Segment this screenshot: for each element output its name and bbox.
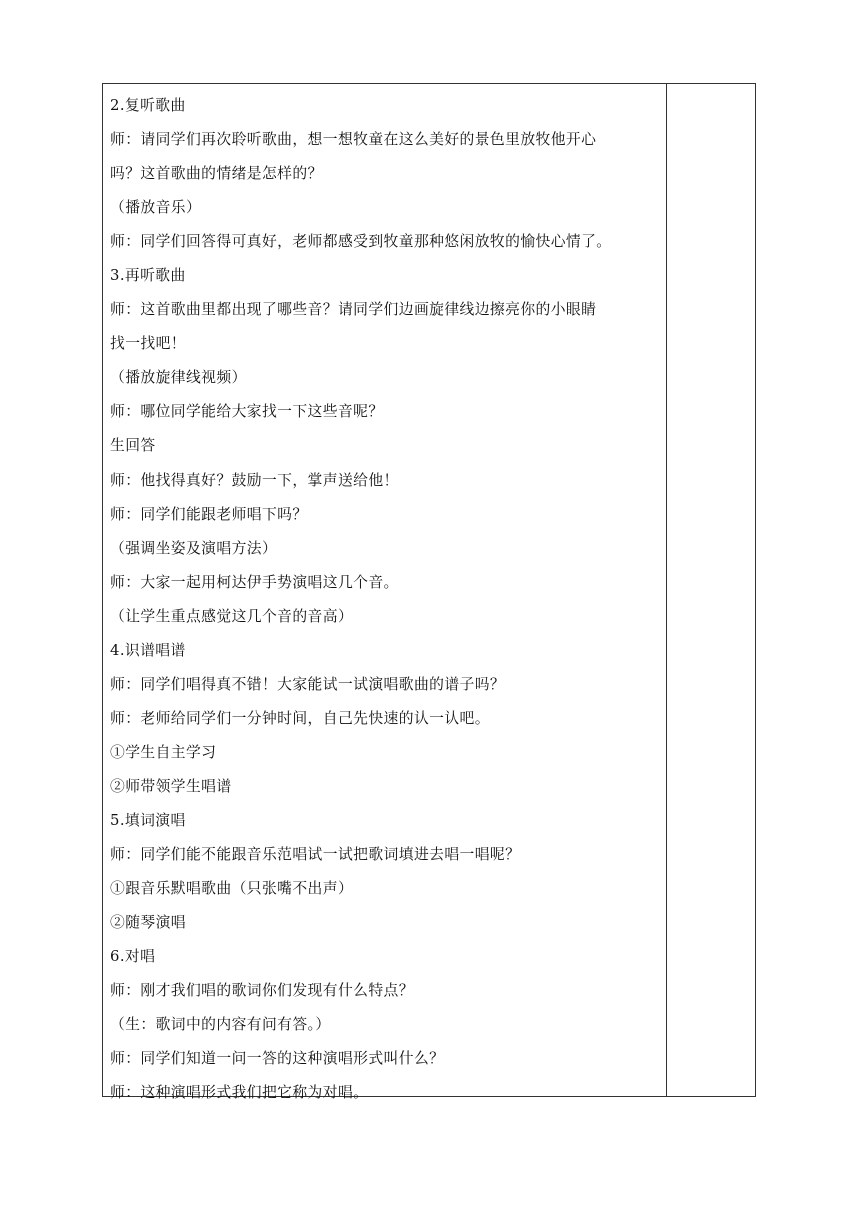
text-line: 师：同学们回答得可真好，老师都感受到牧童那种悠闲放牧的愉快心情了。 xyxy=(110,233,612,251)
text-line: ②随琴演唱 xyxy=(110,914,186,932)
text-line: 师：这种演唱形式我们把它称为对唱。 xyxy=(110,1084,369,1102)
text-line: （让学生重点感觉这几个音的音高） xyxy=(110,607,354,625)
lesson-table xyxy=(102,83,756,1102)
text-line: 师：刚才我们唱的歌词你们发现有什么特点？ xyxy=(110,982,414,1000)
text-line: 6.对唱 xyxy=(110,948,156,966)
text-line: ①学生自主学习 xyxy=(110,743,217,761)
text-line: 师：这首歌曲里都出现了哪些音？请同学们边画旋律线边擦亮你的小眼睛 xyxy=(110,301,597,319)
text-line: 师：同学们唱得真不错！大家能试一试演唱歌曲的谱子吗？ xyxy=(110,675,506,693)
text-line: 吗？这首歌曲的情绪是怎样的？ xyxy=(110,165,323,183)
text-line: 师：请同学们再次聆听歌曲，想一想牧童在这么美好的景色里放牧他开心 xyxy=(110,131,597,149)
text-line: 5.填词演唱 xyxy=(110,811,186,829)
text-line: 3.再听歌曲 xyxy=(110,267,186,285)
text-line: 2.复听歌曲 xyxy=(110,97,186,114)
text-line: 师：他找得真好？鼓励一下，掌声送给他！ xyxy=(110,471,399,489)
lesson-content-cell xyxy=(110,89,662,1110)
text-line: 找一找吧！ xyxy=(110,335,186,353)
text-line: 师：老师给同学们一分钟时间，自己先快速的认一认吧。 xyxy=(110,709,490,727)
text-line: 师：同学们知道一问一答的这种演唱形式叫什么？ xyxy=(110,1050,445,1068)
notes-cell xyxy=(668,84,755,1096)
text-line: 4.识谱唱谱 xyxy=(110,641,186,659)
text-line: 生回答 xyxy=(110,437,156,455)
text-line: 师：同学们能跟老师唱下吗？ xyxy=(110,505,308,523)
text-line: （播放音乐） xyxy=(110,199,202,217)
text-line: ②师带领学生唱谱 xyxy=(110,777,232,795)
text-line: （生：歌词中的内容有问有答。） xyxy=(110,1016,331,1034)
text-line: 师：同学们能不能跟音乐范唱试一试把歌词填进去唱一唱呢？ xyxy=(110,846,521,864)
text-line: 师：哪位同学能给大家找一下这些音呢？ xyxy=(110,403,384,421)
column-divider xyxy=(666,84,667,1096)
text-line: ①跟音乐默唱歌曲（只张嘴不出声） xyxy=(110,880,354,898)
text-line: 师：大家一起用柯达伊手势演唱这几个音。 xyxy=(110,573,399,591)
text-line: （强调坐姿及演唱方法） xyxy=(110,539,278,557)
text-line: （播放旋律线视频） xyxy=(110,369,247,387)
